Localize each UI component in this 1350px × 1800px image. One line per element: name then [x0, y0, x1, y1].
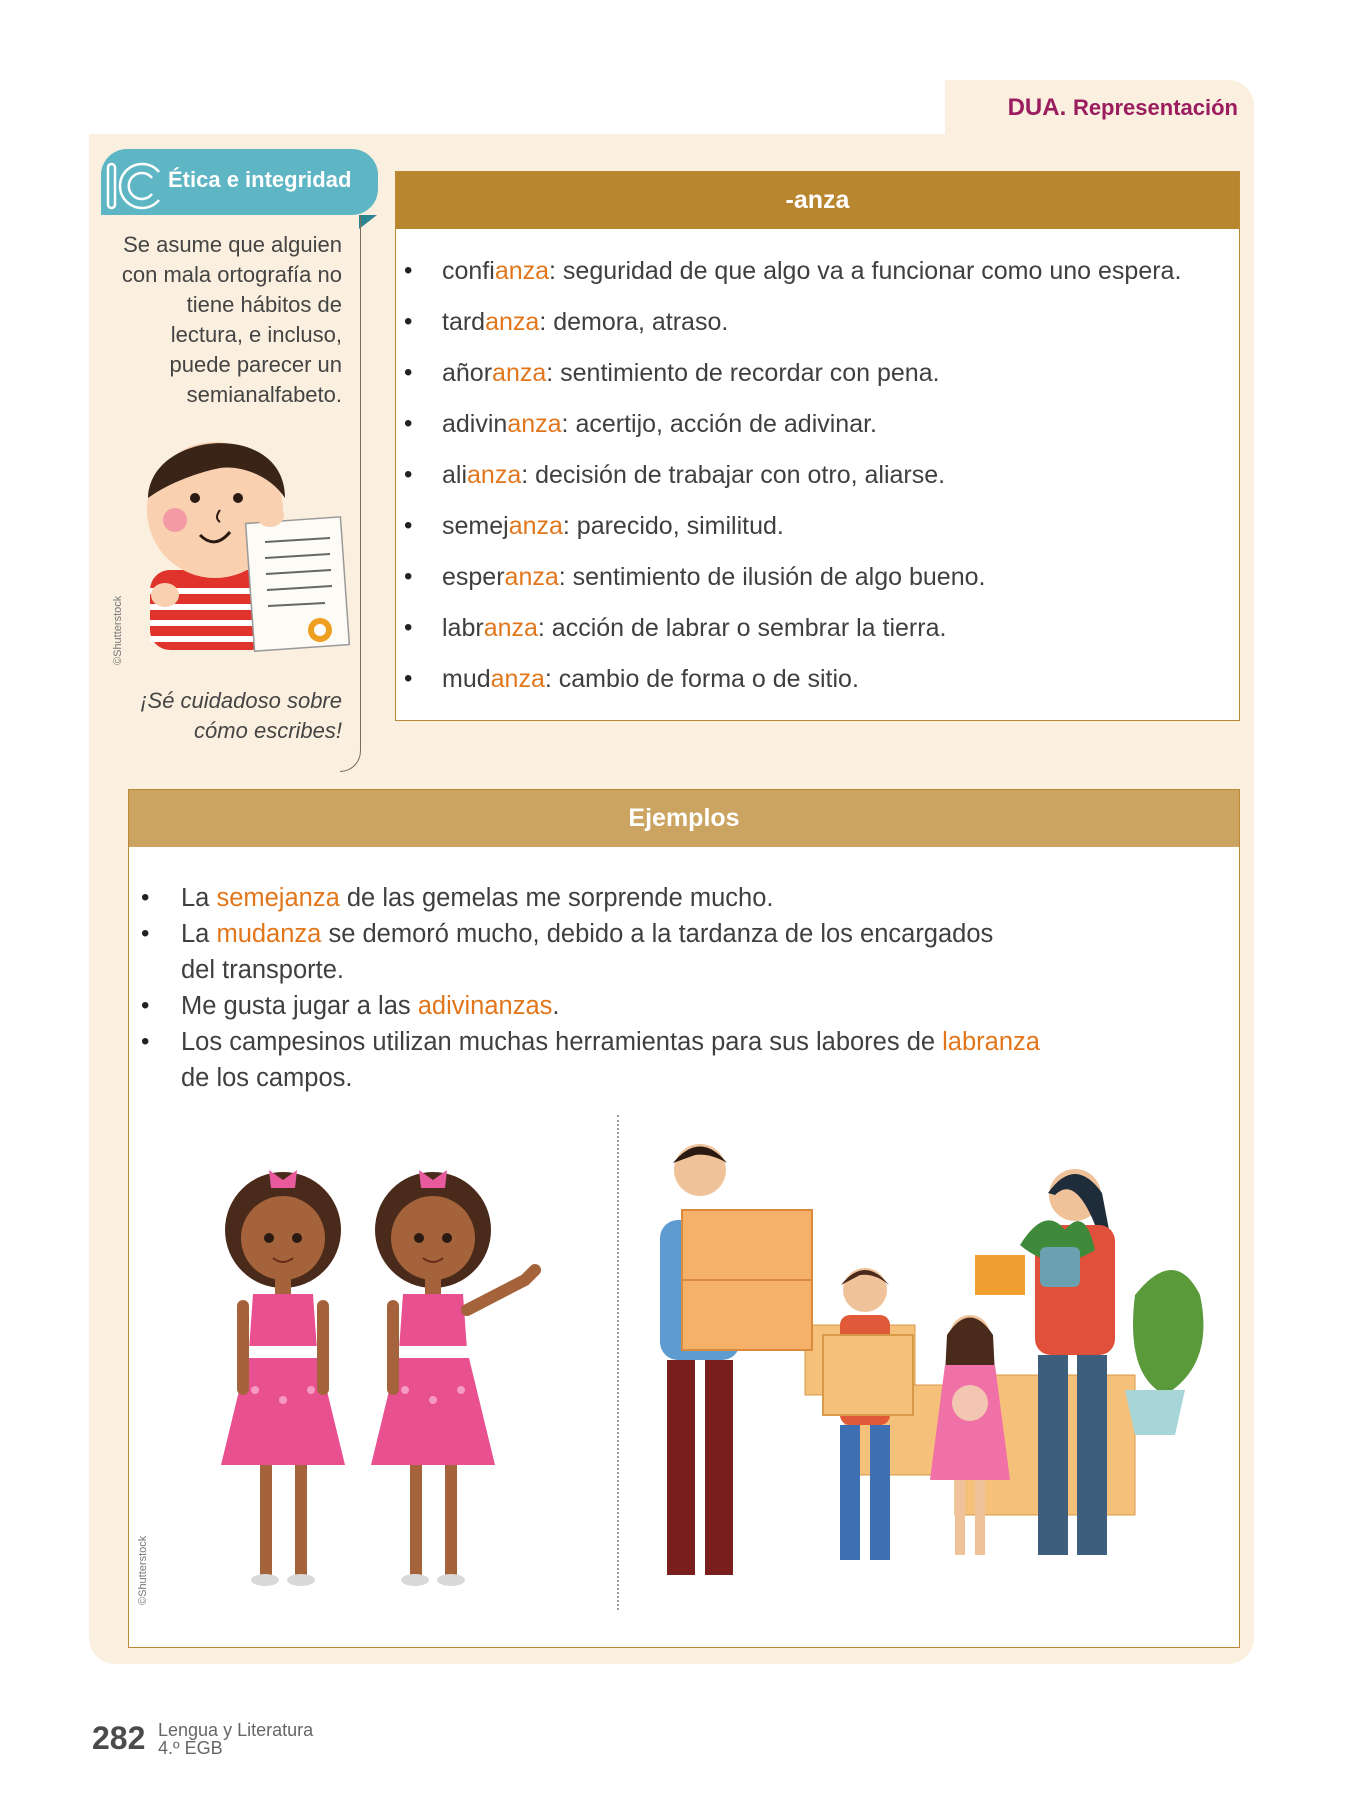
definition-item: • tardanza: demora, atraso. — [396, 305, 1181, 356]
page-margin — [89, 80, 945, 134]
grade-level: 4.º EGB — [158, 1738, 223, 1758]
definitions-list — [396, 254, 1181, 713]
definition-item: • mudanza: cambio de forma o de sitio. — [396, 662, 1181, 713]
ethics-line: con mala ortografía no — [121, 262, 342, 287]
ethics-line: semianalfabeto. — [186, 382, 342, 407]
boy-with-certificate-illustration — [120, 420, 360, 670]
ethics-title: Ética e integridad — [168, 167, 352, 192]
ethics-text — [100, 230, 342, 410]
tag-fold — [359, 215, 377, 229]
examples-title: Ejemplos — [129, 790, 1239, 847]
example-item: • Me gusta jugar a las adivinanzas. — [129, 988, 1040, 1024]
example-item: • La semejanza de las gemelas me sorprende mucho. — [129, 880, 1040, 916]
image-credit: ©Shutterstock — [112, 595, 124, 665]
ethics-line: Se asume que alguien — [123, 232, 342, 257]
definition-item: • alianza: decisión de trabajar con otro, aliarse. — [396, 458, 1181, 509]
definition-item: • semejanza: parecido, similitud. — [396, 509, 1181, 560]
ethics-footer — [120, 686, 342, 746]
ethics-line: lectura, e incluso, — [170, 322, 342, 347]
dua-label — [1008, 94, 1238, 122]
image-divider — [617, 1115, 619, 1610]
ethics-line: puede parecer un — [169, 352, 342, 377]
definition-item: • adivinanza: acertijo, acción de adivinar. — [396, 407, 1181, 458]
definition-item: • añoranza: sentimiento de recordar con pena. — [396, 356, 1181, 407]
ethics-footer-line: ¡Sé cuidadoso sobre — [140, 688, 342, 713]
page-number: 282 — [92, 1720, 146, 1756]
ethics-line: tiene hábitos de — [186, 292, 342, 317]
twin-girls-illustration — [205, 1150, 595, 1600]
definition-item: • esperanza: sentimiento de ilusión de algo bueno. — [396, 560, 1181, 611]
definitions-box — [395, 171, 1240, 721]
definition-item: • labranza: acción de labrar o sembrar la tierra. — [396, 611, 1181, 662]
ic-logo-icon — [104, 160, 164, 212]
moving-family-illustration — [655, 1135, 1215, 1595]
image-credit: ©Shutterstock — [137, 1535, 149, 1605]
example-item: • La mudanza se demoró mucho, debido a la tardanza de los encargados del transporte. — [129, 916, 1040, 988]
definition-item: • confianza: seguridad de que algo va a funcionar como uno espera. — [396, 254, 1181, 305]
example-item: • Los campesinos utilizan muchas herramientas para sus labores de labranza de los campos. — [129, 1024, 1040, 1096]
ethics-footer-line: cómo escribes! — [194, 718, 342, 743]
subject-name: Lengua y Literatura — [158, 1720, 314, 1740]
examples-list — [129, 880, 1040, 1096]
ic-logo-text: IC — [104, 160, 105, 161]
definitions-title: -anza — [396, 172, 1239, 229]
page-footer-subject — [158, 1721, 313, 1757]
dua-abbrev: DUA. — [1007, 94, 1067, 121]
dua-subtitle: Representación — [1072, 95, 1238, 120]
